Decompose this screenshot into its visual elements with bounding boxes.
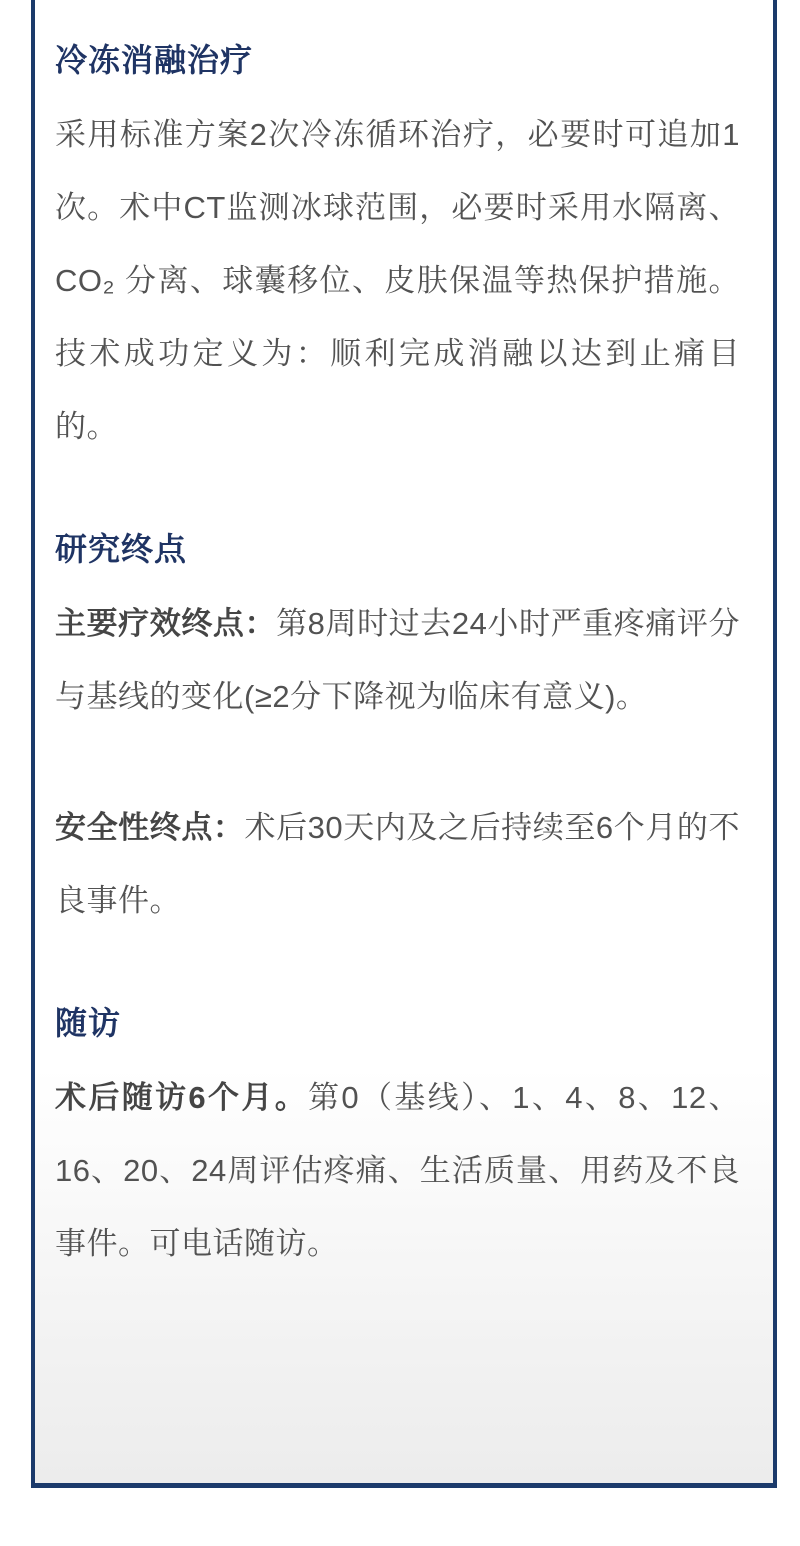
- section-heading-follow-up: 随访: [55, 1005, 122, 1041]
- section-follow-up: [55, 999, 740, 1280]
- paragraph-primary-endpoint: [55, 587, 740, 733]
- paragraph-cryoablation-protocol: [55, 98, 740, 463]
- section-heading-study-endpoints: 研究终点: [55, 531, 188, 567]
- section-study-endpoints: [55, 525, 740, 937]
- paragraph-text: 术后30天内及之后持续至6个月的不良事件。: [55, 810, 740, 918]
- paragraph-safety-endpoint: [55, 791, 740, 937]
- section-heading-cryoablation-treatment: 冷冻消融治疗: [55, 42, 254, 78]
- paragraph-text: 第0（基线）、1、4、8、12、16、20、24周评估疼痛、生活质量、用药及不良事件。可电话随访。: [55, 1080, 740, 1261]
- paragraph-text: 采用标准方案2次冷冻循环治疗，必要时可追加1次。术中CT监测冰球范围，必要时采用水隔离、CO₂ 分离、球囊移位、皮肤保温等热保护措施。技术成功定义为：顺利完成消融以达到止痛目的。: [55, 117, 740, 444]
- paragraph-lead: 安全性终点：: [55, 810, 245, 845]
- paragraph-follow-up-schedule: [55, 1061, 740, 1280]
- paragraph-text: 第8周时过去24小时严重疼痛评分与基线的变化(≥2分下降视为临床有意义)。: [55, 606, 740, 714]
- paragraph-lead: 主要疗效终点：: [55, 606, 277, 641]
- paragraph-lead: 术后随访6个月。: [55, 1080, 309, 1115]
- section-cryoablation-treatment: [55, 36, 740, 463]
- content-card: [31, 0, 777, 1488]
